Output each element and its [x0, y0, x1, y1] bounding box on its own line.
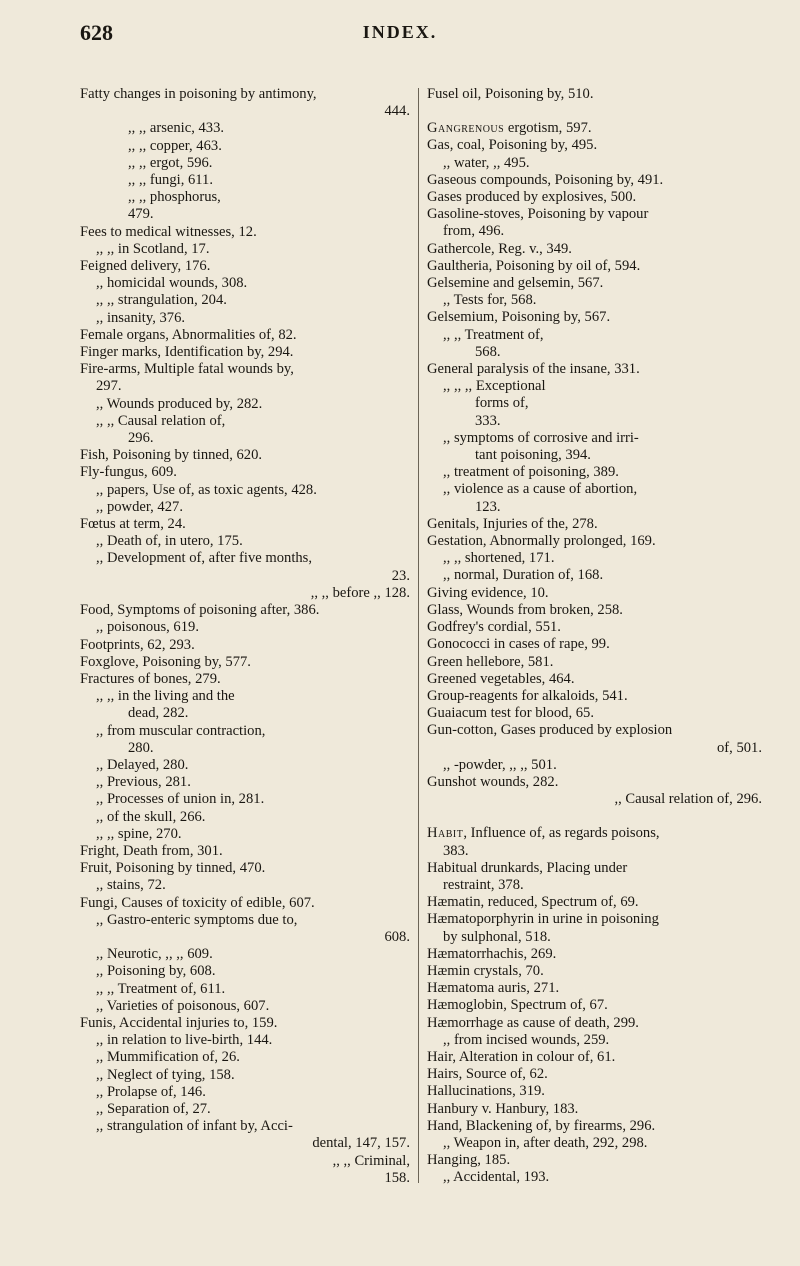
index-entry: Fees to medical witnesses, 12.: [80, 223, 257, 240]
index-entry: 444.: [384, 103, 410, 120]
index-entry: ,, ,, strangulation, 204.: [96, 292, 227, 309]
index-entry: ,, from muscular contraction,: [96, 722, 266, 739]
index-entry: General paralysis of the insane, 331.: [427, 361, 640, 378]
index-entry: Genitals, Injuries of the, 278.: [427, 515, 598, 532]
index-entry: ,, treatment of poisoning, 389.: [443, 464, 619, 481]
index-entry: Guaiacum test for blood, 65.: [427, 705, 594, 722]
index-entry: Feigned delivery, 176.: [80, 258, 211, 275]
index-entry: Giving evidence, 10.: [427, 584, 549, 601]
index-entry: ,, Separation of, 27.: [96, 1100, 211, 1117]
index-entry: ,, Neurotic, ,, ,, 609.: [96, 946, 213, 963]
index-entry: 568.: [475, 343, 501, 360]
index-entry: 158.: [384, 1169, 410, 1186]
index-entry: Gasoline-stoves, Poisoning by vapour: [427, 206, 649, 223]
index-entry: ,, of the skull, 266.: [96, 808, 206, 825]
index-entry: ,, ,, Treatment of,: [443, 326, 544, 343]
index-entry: ,, Accidental, 193.: [443, 1169, 550, 1186]
index-entry: Hæmoglobin, Spectrum of, 67.: [427, 997, 608, 1014]
index-entry: Gaultheria, Poisoning by oil of, 594.: [427, 257, 641, 274]
index-entry: Fire-arms, Multiple fatal wounds by,: [80, 361, 294, 378]
index-entry: Hæmorrhage as cause of death, 299.: [427, 1014, 639, 1031]
index-entry: ,, powder, 427.: [96, 498, 183, 515]
index-entry: 608.: [384, 928, 410, 945]
index-entry: from, 496.: [443, 223, 505, 240]
index-entry: ,, insanity, 376.: [96, 309, 186, 326]
index-entry: ,, ,, spine, 270.: [96, 825, 182, 842]
index-entry: Gelsemium, Poisoning by, 567.: [427, 309, 611, 326]
index-entry: dead, 282.: [128, 705, 189, 722]
index-entry: ,, -powder, ,, ,, 501.: [443, 756, 557, 773]
index-entry: ,, ,, shortened, 171.: [443, 550, 555, 567]
index-entry: ,, Weapon in, after death, 292, 298.: [443, 1134, 648, 1151]
index-entry: 297.: [96, 378, 122, 395]
index-entry: ,, ,, fungi, 611.: [128, 172, 213, 189]
index-entry: Hæmatoma auris, 271.: [427, 980, 560, 997]
index-entry: 479.: [128, 206, 154, 223]
index-entry: ,, Delayed, 280.: [96, 756, 189, 773]
index-entry: Hanging, 185.: [427, 1152, 511, 1169]
index-entry: ,, ,, copper, 463.: [128, 137, 222, 154]
index-entry: Fungi, Causes of toxicity of edible, 607.: [80, 894, 315, 911]
index-entry: Godfrey's cordial, 551.: [427, 619, 561, 636]
index-entry: dental, 147, 157.: [312, 1135, 410, 1152]
index-entry: 280.: [128, 739, 154, 756]
index-entry: Fœtus at term, 24.: [80, 516, 186, 533]
index-entry: Hairs, Source of, 62.: [427, 1066, 548, 1083]
index-entry: 333.: [475, 412, 501, 429]
index-entry: of, 501.: [717, 739, 762, 756]
index-entry: ,, ,, in Scotland, 17.: [96, 240, 210, 257]
index-entry: ,, in relation to live-birth, 144.: [96, 1032, 273, 1049]
index-entry: ,, Mummification of, 26.: [96, 1049, 240, 1066]
index-entry: ,, stains, 72.: [96, 877, 166, 894]
small-caps-lead: Habit: [427, 825, 464, 842]
index-entry: ,, ,, Treatment of, 611.: [96, 980, 226, 997]
index-entry: Fatty changes in poisoning by antimony,: [80, 86, 317, 102]
index-entry: forms of,: [475, 395, 529, 412]
index-entry: Gangrenous ergotism, 597.: [427, 120, 592, 137]
index-entry: Fright, Death from, 301.: [80, 842, 223, 859]
index-entry: ,, poisonous, 619.: [96, 619, 199, 636]
index-entry: ,, Death of, in utero, 175.: [96, 533, 243, 550]
index-entry: Gelsemine and gelsemin, 567.: [427, 275, 604, 292]
index-entry: ,, from incised wounds, 259.: [443, 1031, 610, 1048]
index-entry: Habit, Influence of, as regards poisons,: [427, 825, 660, 842]
index-entry: 23.: [391, 567, 410, 584]
index-entry: ,, Development of, after five months,: [96, 550, 313, 567]
index-entry: Greened vegetables, 464.: [427, 670, 575, 687]
index-entry: ,, homicidal wounds, 308.: [96, 275, 248, 292]
index-entry: Food, Symptoms of poisoning after, 386.: [80, 602, 320, 619]
index-entry: ,, Processes of union in, 281.: [96, 791, 265, 808]
index-entry: ,, ,, ,, Exceptional: [443, 378, 546, 395]
index-entry: ,, violence as a cause of abortion,: [443, 481, 638, 498]
index-entry: Gaseous compounds, Poisoning by, 491.: [427, 171, 664, 188]
index-entry: ,, Previous, 281.: [96, 774, 191, 791]
column-divider: [418, 88, 419, 1183]
index-entry: ,, ,, in the living and the: [96, 688, 235, 705]
index-entry: Gestation, Abnormally prolonged, 169.: [427, 533, 656, 550]
index-entry: ,, ,, Causal relation of,: [96, 412, 226, 429]
index-entry: Hanbury v. Hanbury, 183.: [427, 1100, 579, 1117]
page-header: [0, 20, 800, 54]
running-head: INDEX.: [362, 22, 438, 42]
index-entry: ,, ,, arsenic, 433.: [128, 120, 225, 137]
index-entry: by sulphonal, 518.: [443, 928, 551, 945]
index-entry: 296.: [128, 430, 154, 447]
index-entry: Gas, coal, Poisoning by, 495.: [427, 137, 598, 154]
index-entry: Group-reagents for alkaloids, 541.: [427, 687, 628, 704]
small-caps-lead: Gangrenous: [427, 120, 505, 137]
index-entry: ,, papers, Use of, as toxic agents, 428.: [96, 481, 317, 498]
index-entry: Gun-cotton, Gases produced by explosion: [427, 722, 673, 739]
index-entry: Glass, Wounds from broken, 258.: [427, 601, 623, 618]
index-entry: Green hellebore, 581.: [427, 653, 554, 670]
index-entry: ,, ,, before ,, 128.: [310, 584, 410, 601]
index-entry: restraint, 378.: [443, 876, 524, 893]
index-entry: Footprints, 62, 293.: [80, 636, 195, 653]
index-entry: ,, Prolapse of, 146.: [96, 1083, 206, 1100]
index-entry: Foxglove, Poisoning by, 577.: [80, 653, 251, 670]
index-entry: ,, Varieties of poisonous, 607.: [96, 997, 270, 1014]
index-entry: Female organs, Abnormalities of, 82.: [80, 326, 297, 343]
index-entry: ,, ,, phosphorus,: [128, 189, 221, 206]
index-entry: ,, Tests for, 568.: [443, 292, 537, 309]
index-entry: Fusel oil, Poisoning by, 510.: [427, 86, 594, 102]
index-entry: ,, ,, Criminal,: [332, 1152, 410, 1169]
index-entry: 383.: [443, 842, 469, 859]
index-entry: Fish, Poisoning by tinned, 620.: [80, 447, 263, 464]
index-entry: Hallucinations, 319.: [427, 1083, 545, 1100]
index-entry: ,, normal, Duration of, 168.: [443, 567, 604, 584]
index-entry: Habitual drunkards, Placing under: [427, 859, 628, 876]
index-entry: ,, ,, ergot, 596.: [128, 154, 213, 171]
index-entry: Funis, Accidental injuries to, 159.: [80, 1014, 278, 1031]
index-entry: ,, Wounds produced by, 282.: [96, 395, 263, 412]
index-entry: Gathercole, Reg. v., 349.: [427, 240, 572, 257]
index-entry: 123.: [475, 498, 501, 515]
index-entry: Finger marks, Identification by, 294.: [80, 344, 294, 361]
index-entry: Hæmatoporphyrin in urine in poisoning: [427, 911, 659, 928]
index-entry: ,, Poisoning by, 608.: [96, 963, 216, 980]
index-entry: Gonococci in cases of rape, 99.: [427, 636, 610, 653]
index-entry: Hair, Alteration in colour of, 61.: [427, 1048, 616, 1065]
index-entry: Hæmatorrhachis, 269.: [427, 945, 557, 962]
index-entry: ,, strangulation of infant by, Acci-: [96, 1118, 293, 1135]
index-entry: Hæmin crystals, 70.: [427, 962, 544, 979]
index-entry: ,, symptoms of corrosive and irri-: [443, 429, 639, 446]
index-entry: ,, Gastro-enteric symptoms due to,: [96, 911, 298, 928]
index-entry: Fruit, Poisoning by tinned, 470.: [80, 860, 266, 877]
index-entry: Hand, Blackening of, by firearms, 296.: [427, 1117, 656, 1134]
index-entry: Fly-fungus, 609.: [80, 464, 177, 481]
index-entry: ,, Causal relation of, 296.: [614, 791, 762, 808]
page-number: 628: [80, 20, 113, 45]
index-column-left: [80, 86, 410, 1187]
index-entry: Fractures of bones, 279.: [80, 670, 221, 687]
index-entry: Gases produced by explosives, 500.: [427, 189, 637, 206]
index-entry: ,, Neglect of tying, 158.: [96, 1066, 235, 1083]
index-entry: Gunshot wounds, 282.: [427, 773, 559, 790]
index-entry: ,, water, ,, 495.: [443, 154, 530, 171]
index-entry: tant poisoning, 394.: [475, 447, 591, 464]
index-entry: Hæmatin, reduced, Spectrum of, 69.: [427, 894, 639, 911]
index-column-right: [427, 86, 762, 1187]
